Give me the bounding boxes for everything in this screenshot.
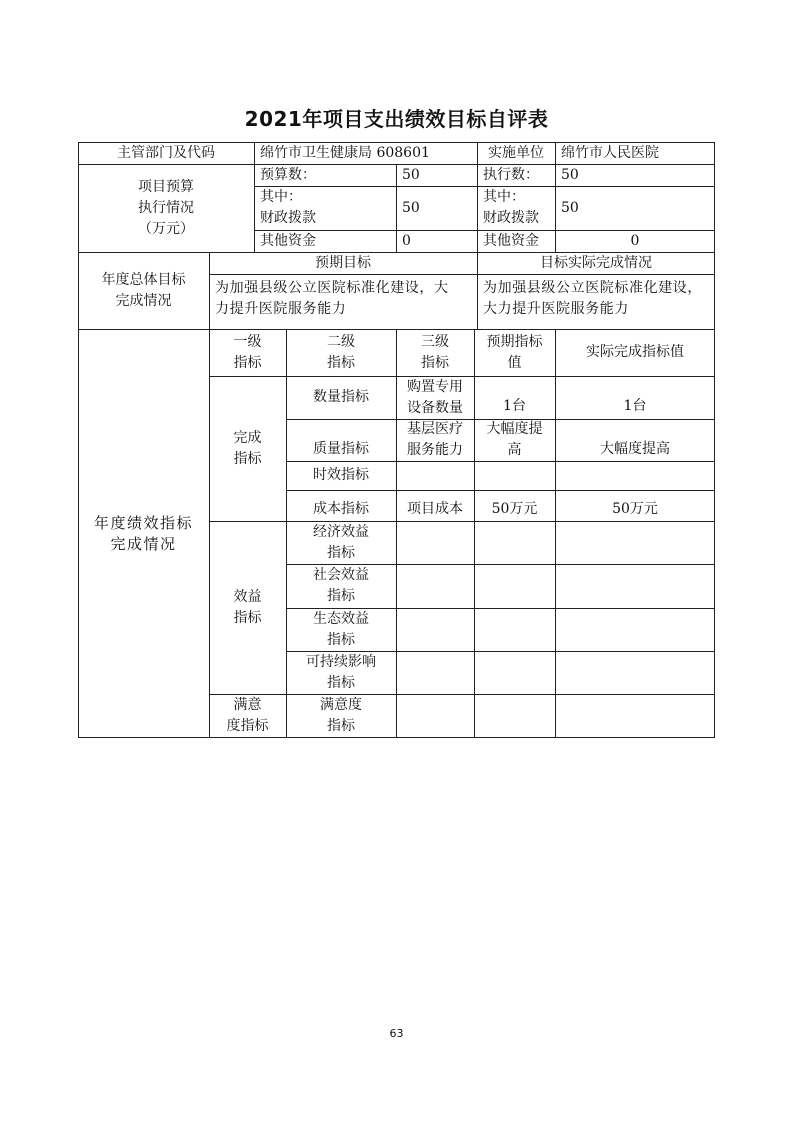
expected-goal-header: 预期目标 (315, 254, 371, 271)
unit-value: 绵竹市人民医院 (561, 144, 659, 161)
table-row-level2: 社会效益 指标 (313, 567, 369, 604)
table-row-expected: 50万元 (491, 501, 538, 517)
table-row-level3: 项目成本 (407, 501, 463, 517)
table-row-level2: 时效指标 (313, 467, 369, 483)
actual-goal-text: 为加强县级公立医院标准化建设，大力提升医院服务能力 (483, 280, 702, 317)
table-row-level2: 数量指标 (313, 389, 369, 405)
fiscal-budget-value: 50 (402, 199, 420, 216)
completion-indicator-group: 完成 指标 (233, 429, 262, 467)
col-level3-header: 三级 指标 (421, 333, 449, 371)
exec-value: 50 (561, 166, 579, 183)
other-funds-budget: 0 (402, 232, 411, 249)
col-level2-header: 二级 指标 (327, 333, 355, 371)
benefit-indicator-group: 效益 指标 (233, 588, 262, 626)
table-row-expected: 1台 (503, 398, 526, 414)
table-row-level2: 可持续影响 指标 (306, 653, 376, 691)
table-row-level2: 经济效益 指标 (313, 523, 369, 561)
table-row-expected (474, 461, 555, 490)
table-row-expected (474, 608, 555, 651)
table-row-level3 (396, 461, 474, 490)
satisfaction-indicator-group: 满意 度指标 (226, 697, 269, 734)
table-row-level3 (396, 521, 474, 564)
table-row-actual (555, 461, 715, 490)
fiscal-exec-value: 50 (561, 199, 579, 216)
fiscal-label: 其中： 财政拨款 (260, 189, 316, 226)
budget-value: 50 (402, 166, 420, 183)
table-row-level3: 购置专用 设备数量 (407, 378, 463, 416)
other-funds-label: 其他资金 (260, 232, 316, 249)
table-row-actual: 大幅度提高 (600, 441, 670, 457)
budget-label: 预算数： (260, 166, 316, 183)
dept-label: 主管部门及代码 (117, 144, 215, 161)
table-row-expected (474, 521, 555, 564)
unit-label: 实施单位 (488, 144, 544, 161)
table-row-actual (555, 521, 715, 564)
performance-table (78, 142, 715, 738)
table-row-level2: 质量指标 (313, 441, 369, 457)
exec-label: 执行数： (483, 166, 539, 183)
table-row-actual (555, 564, 715, 608)
page-number: 63 (389, 1027, 404, 1040)
table-row-level2: 生态效益 指标 (313, 610, 369, 648)
table-row-expected (474, 694, 555, 738)
col-expected-header: 预期指标 值 (486, 333, 543, 371)
table-row-level3 (396, 564, 474, 608)
table-row-level2: 满意度 指标 (320, 697, 362, 734)
table-row-level3: 基层医疗 服务能力 (407, 421, 463, 458)
table-row-expected (474, 651, 555, 694)
table-row-actual (555, 694, 715, 738)
expected-goal-text: 为加强县级公立医院标准化建设，大 力提升医院服务能力 (215, 280, 449, 317)
table-row-actual: 50万元 (612, 501, 658, 517)
other-funds-exec-label: 其他资金 (483, 232, 539, 249)
table-row-expected: 大幅度提 高 (486, 421, 543, 458)
other-funds-exec: 0 (630, 232, 640, 249)
table-row-level3 (396, 651, 474, 694)
budget-section-label: 项目预算 执行情况 （万元） (138, 178, 194, 237)
table-row-level3 (396, 608, 474, 651)
table-row-level2: 成本指标 (313, 501, 369, 517)
page-title: 2021年项目支出绩效目标自评表 (244, 107, 549, 131)
dept-value: 绵竹市卫生健康局 608601 (260, 144, 430, 161)
table-row-actual (555, 651, 715, 694)
table-row-actual: 1台 (623, 398, 647, 414)
table-row-actual (555, 608, 715, 651)
table-row-level3 (396, 694, 474, 738)
col-level1-header: 一级 指标 (233, 333, 262, 371)
overall-section-label: 年度总体目标 完成情况 (101, 271, 186, 309)
col-actual-header: 实际完成指标值 (586, 344, 684, 360)
fiscal-exec-label: 其中： 财政拨款 (483, 189, 539, 226)
indicator-section-label: 年度绩效指标 完成情况 (93, 513, 193, 553)
actual-goal-header: 目标实际完成情况 (540, 254, 652, 271)
table-row-expected (474, 564, 555, 608)
